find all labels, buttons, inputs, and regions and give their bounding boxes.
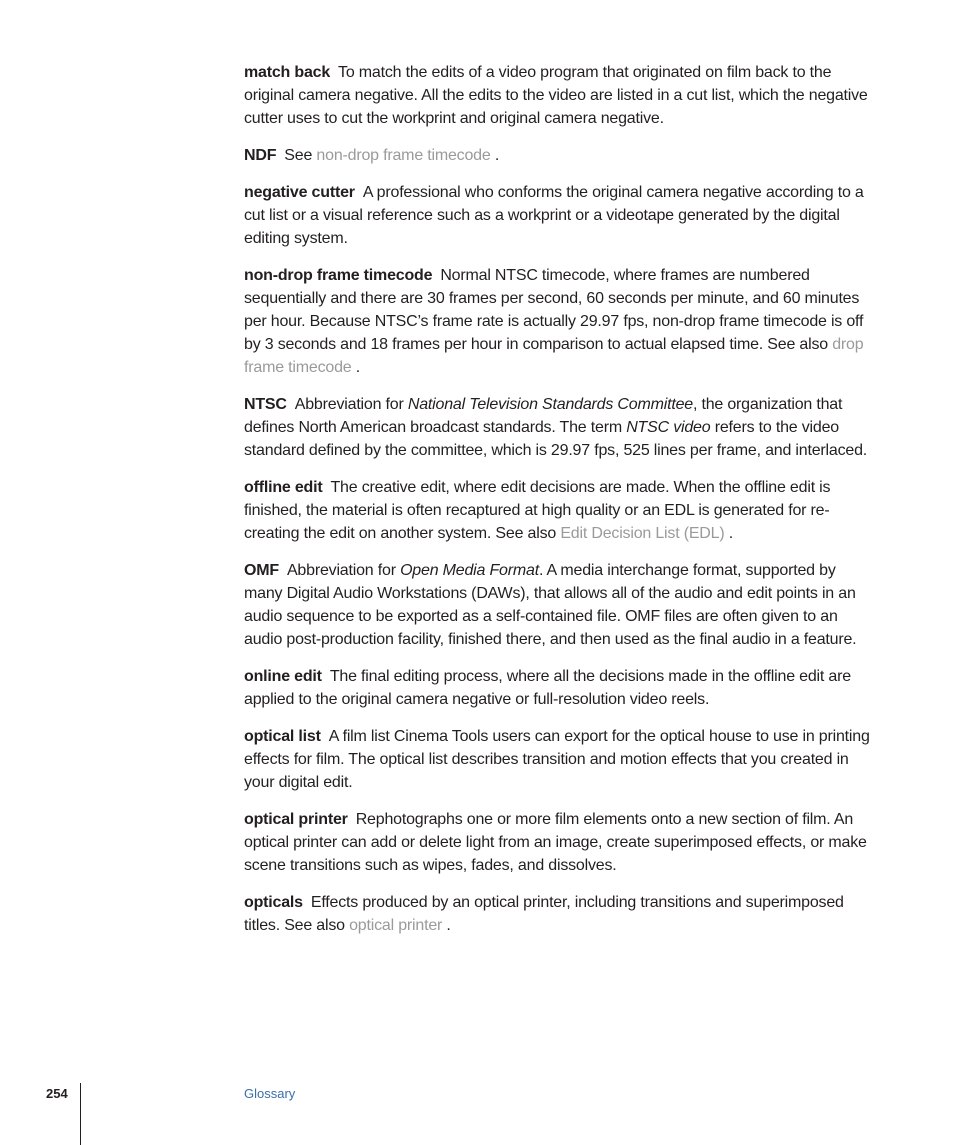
definition-text: . <box>442 917 451 934</box>
glossary-entry <box>244 891 876 937</box>
cross-reference-link[interactable]: drop frame timecode <box>244 336 864 376</box>
italic-text: National Television Standards Committee <box>407 396 693 413</box>
glossary-entry <box>244 61 876 130</box>
glossary-term: NDF <box>244 147 277 164</box>
glossary-term: offline edit <box>244 479 323 496</box>
glossary-term: non-drop frame timecode <box>244 267 433 284</box>
definition-text: Effects produced by an optical printer, including transitions and superimposed titles. See also <box>244 894 844 934</box>
definition-text: A film list Cinema Tools users can export for the optical house to use in printing effects for film. The optical list describes transition and motion effects that you created in your digital edit. <box>244 728 870 791</box>
definition-text: The creative edit, where edit decisions are made. When the offline edit is finished, the material is often recaptured at high quality or an EDL is generated for re-creating the edit on another system. See also <box>244 479 831 542</box>
glossary-term: OMF <box>244 562 279 579</box>
footer-divider <box>80 1083 81 1145</box>
glossary-entry <box>244 808 876 877</box>
italic-text: Open Media Format <box>400 562 539 579</box>
definition-text: See <box>284 147 317 164</box>
definition-text: . <box>724 525 733 542</box>
glossary-term: opticals <box>244 894 303 911</box>
cross-reference-link[interactable]: optical printer <box>349 917 443 934</box>
definition-text: Abbreviation for <box>294 396 408 413</box>
glossary-term: match back <box>244 64 331 81</box>
definition-text: . <box>490 147 500 164</box>
italic-text: NTSC video <box>626 419 711 436</box>
definition-text: , the organization that defines North American broadcast standards. The term <box>244 396 843 436</box>
glossary-entry <box>244 725 876 794</box>
glossary-entry <box>244 665 876 711</box>
glossary-entry <box>244 144 876 167</box>
definition-text: refers to the video standard defined by the committee, which is 29.97 fps, 525 lines per frame, and interlaced. <box>244 419 868 459</box>
glossary-entry <box>244 393 876 462</box>
definition-text: The final editing process, where all the decisions made in the offline edit are applied to the original camera negative or full-resolution video reels. <box>244 668 851 708</box>
definition-text: Abbreviation for <box>286 562 401 579</box>
cross-reference-link[interactable]: Edit Decision List (EDL) <box>560 525 725 542</box>
glossary-entry <box>244 559 876 651</box>
page-number: 254 <box>46 1086 68 1101</box>
glossary-term: optical printer <box>244 811 348 828</box>
definition-text: To match the edits of a video program that originated on film back to the original camera negative. All the edits to the video are listed in a cut list, which the negative cutter uses to cut the workprint and original camera negative. <box>244 64 868 127</box>
definition-text: A professional who conforms the original camera negative according to a cut list or a visual reference such as a workprint or a videotape generated by the digital editing system. <box>244 184 864 247</box>
glossary-term: negative cutter <box>244 184 355 201</box>
glossary-term: optical list <box>244 728 321 745</box>
glossary-term: online edit <box>244 668 322 685</box>
glossary-entry <box>244 181 876 250</box>
definition-text: . <box>351 359 360 376</box>
definition-text: Rephotographs one or more film elements onto a new section of film. An optical printer can add or delete light from an image, create superimposed effects, or make scene transitions such as wipes, fades, and dissolves. <box>244 811 867 874</box>
glossary-entries <box>244 61 876 951</box>
glossary-entry <box>244 264 876 379</box>
definition-text: Normal NTSC timecode, where frames are numbered sequentially and there are 30 frames per second, 60 seconds per minute, and 60 minutes per hour. Because NTSC’s frame rate is actually 29.97 fps, non-drop frame timecode is off by 3 seconds and 18 frames per hour in comparison to actual elapsed time. See also <box>244 267 864 353</box>
definition-text: . A media interchange format, supported by many Digital Audio Workstations (DAWs), that allows all of the audio and edit points in an audio sequence to be exported as a self-contained file. OMF files are often given to an audio post-production facility, finished there, and then used as the final audio in a feature. <box>244 562 857 648</box>
cross-reference-link[interactable]: non-drop frame timecode <box>316 147 491 164</box>
glossary-entry <box>244 476 876 545</box>
footer-section-title: Glossary <box>244 1086 296 1101</box>
glossary-term: NTSC <box>244 396 287 413</box>
